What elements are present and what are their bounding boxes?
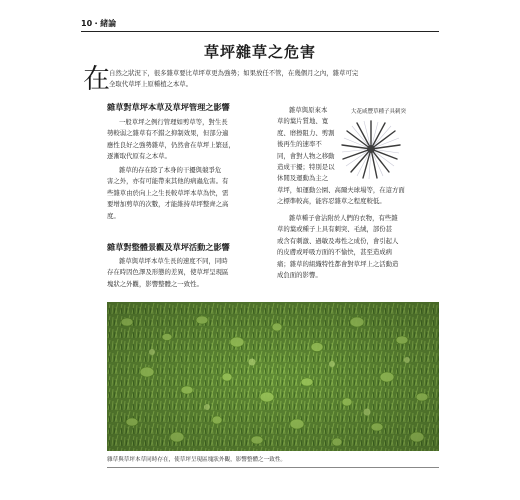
text-line: 勢較弱之雜草有不錯之抑制效果，但部分適: [107, 129, 229, 138]
text-line: 一般草坪之例行管理如剪草等，對生長: [119, 118, 228, 126]
text-line: 休閒及運動為主之: [277, 174, 329, 183]
text-line: 逐漸取代原有之本草。: [107, 152, 171, 161]
text-line: 草的葉片質地、寬: [277, 117, 329, 126]
header-rule: [81, 31, 439, 32]
text-line: 塊狀之外觀，影響整體之一致性。: [107, 279, 203, 288]
header-separator: ・: [92, 19, 101, 28]
intro-line: 自然之狀況下，很多雜草要比草坪草更為強勢；如果放任不管，在幾個月之內，雜草可完: [109, 69, 359, 77]
header-section: 緒論: [100, 19, 117, 28]
text-line: 雜草種子會沾附於人們的衣物，有些雜: [289, 214, 398, 222]
text-line: 害之外，亦有可能帶來其他的病蟲危害。有: [107, 177, 229, 186]
text-line: 存在時因色澤及形態的差異，使草坪呈現區: [107, 268, 229, 277]
text-line: 同，會對人物之移動: [277, 151, 335, 160]
text-line: 雜草與草坪本草生長的速度不同，同時: [119, 257, 228, 265]
body-paragraph: [277, 185, 439, 208]
text-line: 些雜草由於向上之生長較草坪本草為快，需: [107, 188, 229, 197]
page-number: 10: [81, 19, 93, 28]
text-line: 之標準較高，能容忍雜草之程度較低。: [277, 197, 386, 206]
body-paragraph-wrapped: [277, 105, 347, 185]
intro-line: 全取代草坪上原種植之本草。: [109, 80, 193, 88]
book-page: [81, 17, 439, 484]
intro-paragraph: [109, 68, 439, 90]
text-line: 後再生的速率不: [277, 140, 322, 149]
drop-cap: 在: [83, 64, 110, 95]
text-line: 成負面的影響。: [277, 271, 322, 280]
text-line: 草坪，如運動公園、高爾夫球場等，在這方面: [277, 186, 405, 194]
text-line: 草的葉或種子上具有刺突、毛絨，部份甚: [277, 225, 393, 234]
text-line: 度、磨擦阻力、剪割: [277, 128, 335, 137]
text-line: 的皮膚或呼吸方面的不愉快，甚至造成病: [277, 248, 393, 257]
text-line: 雜草的存在除了本身的干擾與競爭危: [119, 166, 222, 174]
body-paragraph: [107, 256, 267, 290]
page-title: 草坪雜草之危害: [203, 43, 316, 61]
text-line: 度。: [107, 211, 120, 220]
body-paragraph: [107, 165, 267, 222]
photo-caption: 雜草與草坪本草同時存在，使草坪呈現區塊狀外觀，影響整體之一致性。: [107, 453, 439, 468]
lawn-weeds-photo: [107, 302, 439, 451]
figure-callout: 大花咸豐草種子具刺突: [351, 109, 407, 115]
page-header: [81, 17, 439, 31]
text-line: 造成干擾；特別是以: [277, 163, 335, 172]
text-line: 要增加剪草的次數，才能維持草坪整齊之高: [107, 200, 229, 209]
body-paragraph: [107, 117, 267, 163]
weed-seed-illustration: [339, 117, 403, 181]
section-heading: 雜草對整體景觀及草坪活動之影響: [107, 242, 230, 252]
body-paragraph: [277, 213, 439, 281]
section-heading: 雜草對草坪本草及草坪管理之影響: [107, 102, 230, 112]
text-line: 雜草與原來本: [289, 106, 328, 114]
text-line: 應性良好之強勢雜草，仍然會在草坪上繁延，: [107, 140, 235, 149]
text-line: 痛；雜草的組織特性都會對草坪上之活動造: [277, 259, 399, 268]
text-line: 或含有刺激、過敏及毒性之成份，會引起人: [277, 236, 399, 245]
